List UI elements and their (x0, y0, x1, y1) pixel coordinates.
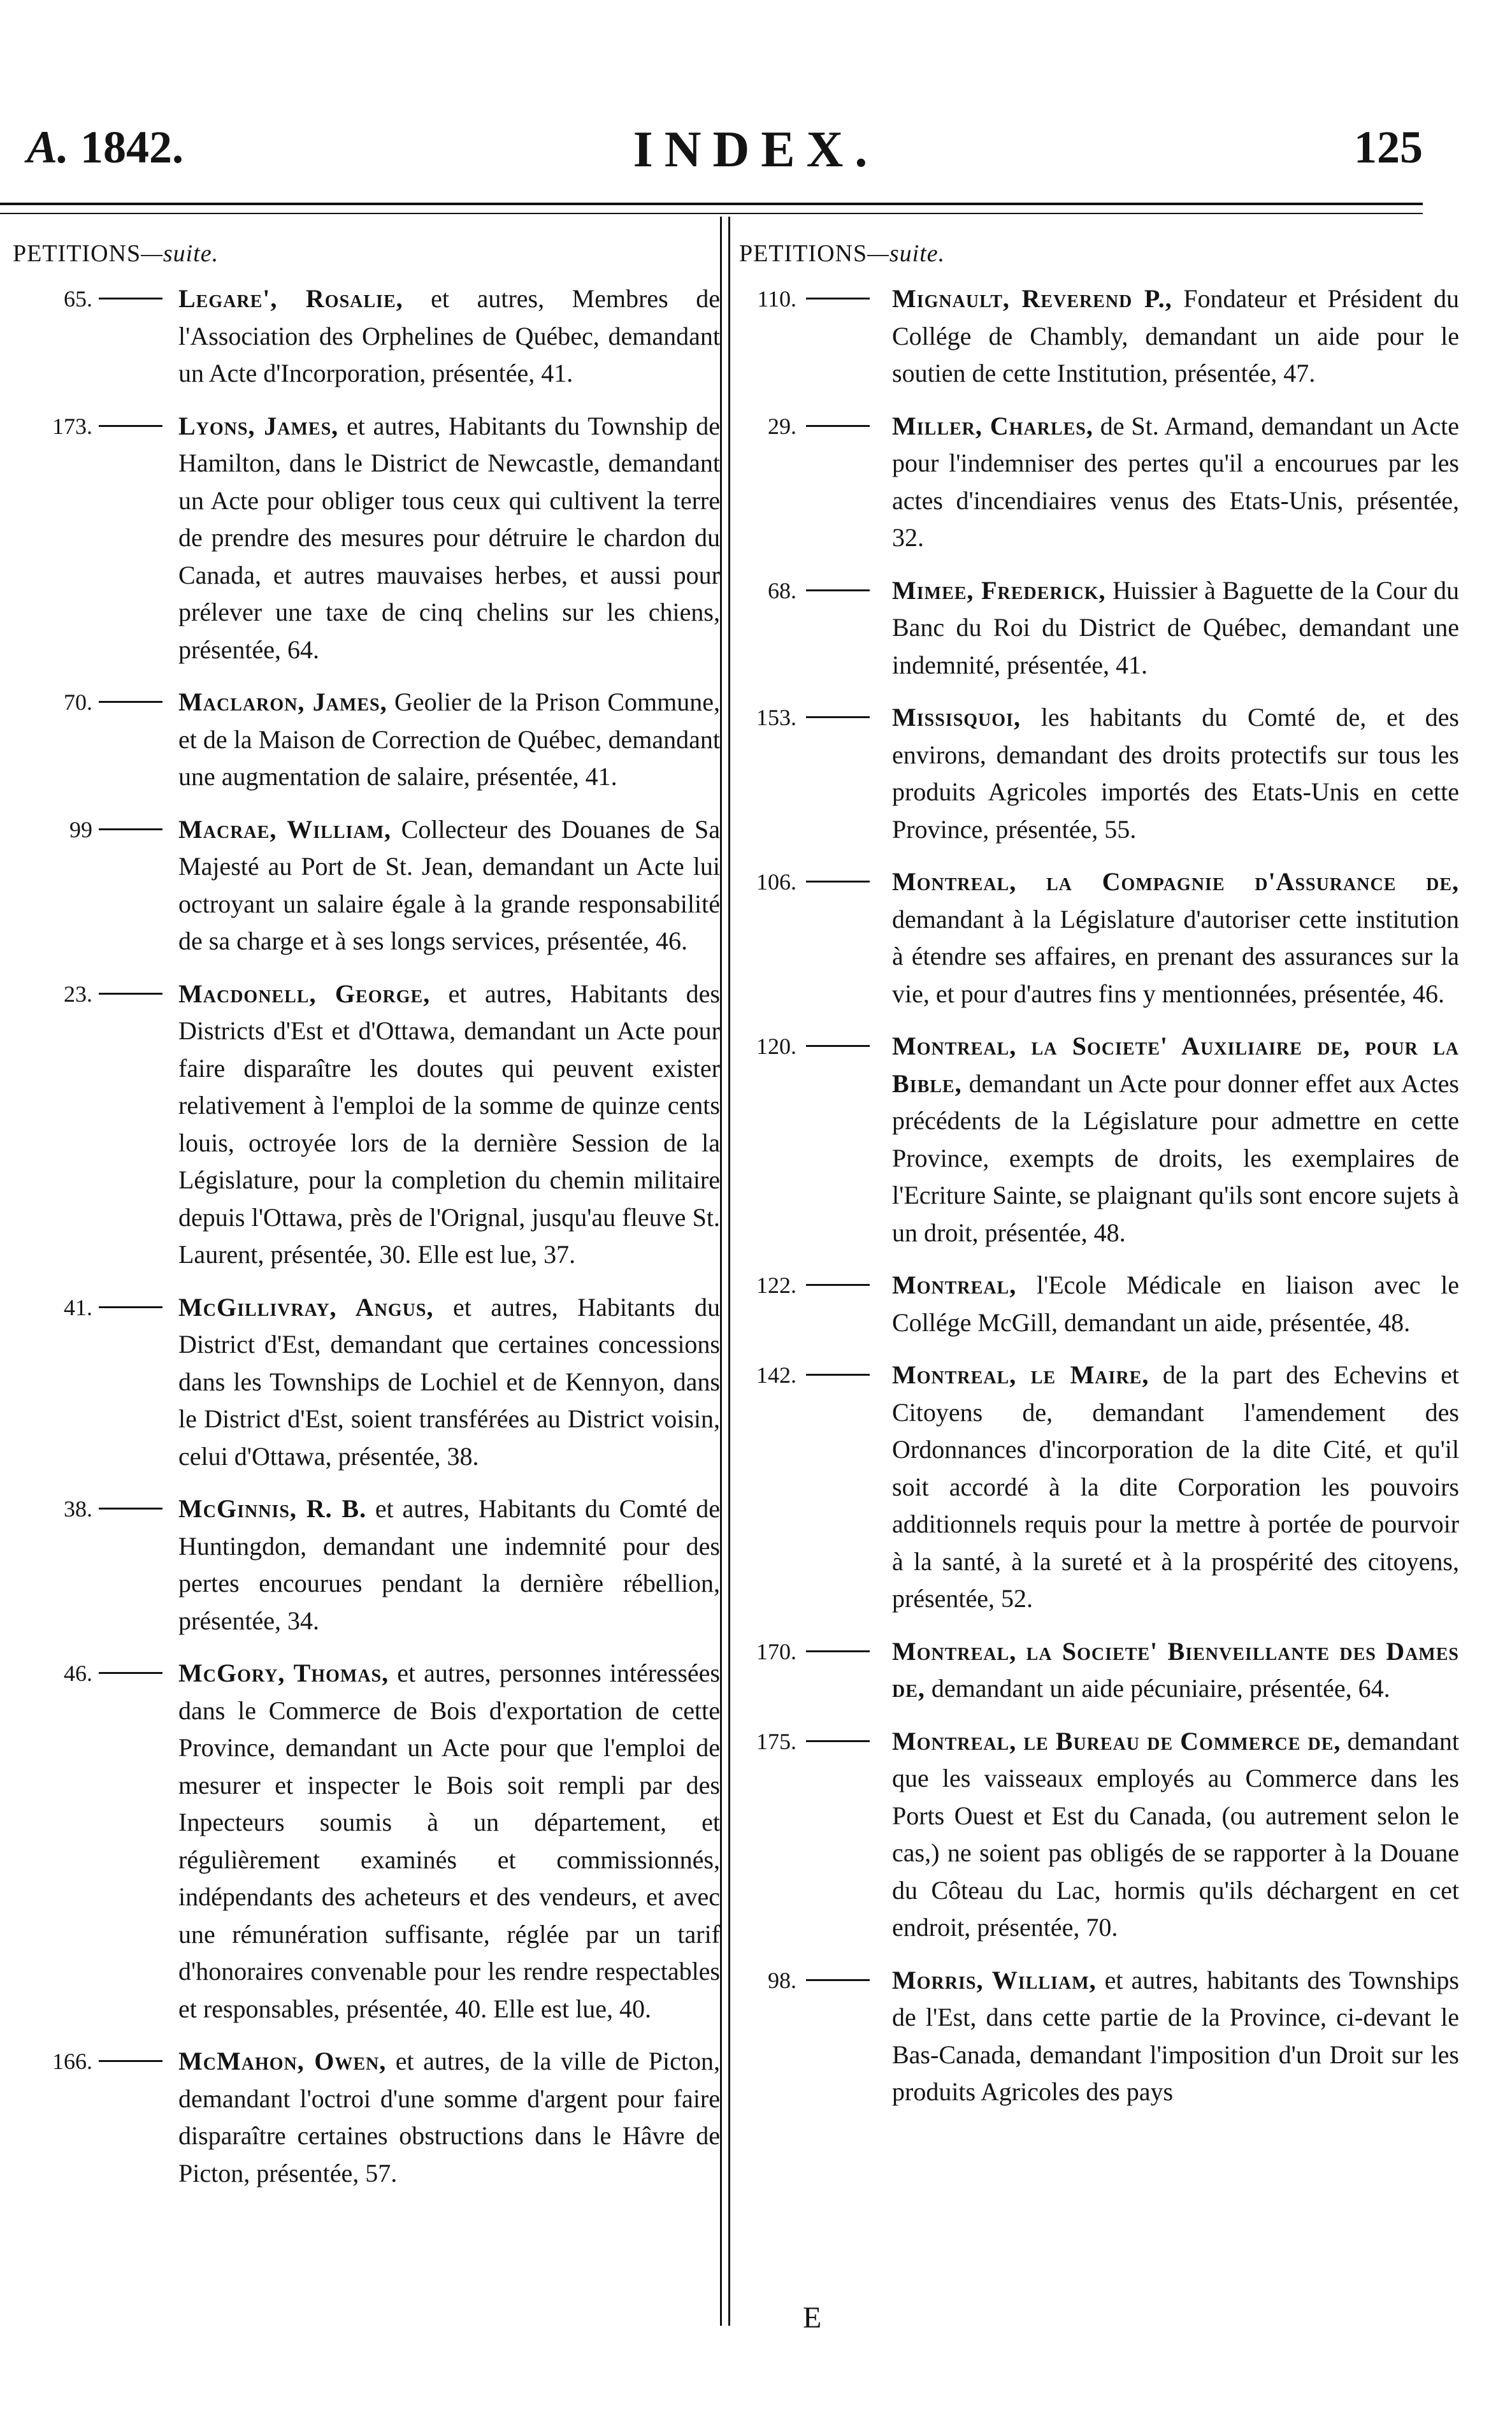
year-label: A. 1842. (27, 122, 184, 173)
entry-text: et autres, personnes intéressées dans le Commerce de Bois d'exportation de cette Province, demandant un Acte pour que l'emploi de mesurer et inspecter le Bois soit rempli par des Inpecteurs soumis à un département, et régulièrement examinés et commissionnés, indépendants des acheteurs et des vendeurs, et avec une rémunération suffisante, réglée par un tarif d'honoraires convenable pour les rendre respectables et responsables, présentée, 40. Elle est lue, 40. (178, 1659, 721, 2023)
entry-number: 142. (756, 1362, 796, 1388)
entry-name: McGory, Thomas, (178, 1659, 389, 1687)
entry-dash (99, 701, 162, 703)
section-heading: PETITIONS—suite. (739, 240, 946, 267)
entry-name: McMahon, Owen, (178, 2047, 387, 2075)
entry-number: 41. (64, 1294, 92, 1320)
entry-number: 70. (64, 689, 92, 715)
index-entry (13, 280, 720, 393)
entry-dash (806, 1284, 870, 1286)
signature-mark: E (803, 2301, 822, 2335)
entry-name: Missisquoi, (892, 703, 1021, 732)
entry-name: Mignault, Reverend P., (892, 284, 1172, 313)
header-rule-thick (0, 203, 1423, 205)
page-title: INDEX. (633, 122, 879, 178)
entry-dash (99, 425, 162, 427)
entry-name: McGillivray, Angus, (178, 1292, 434, 1322)
entry-name: Montreal, la Societe' Auxiliaire de, pour la Bible, (892, 1032, 1459, 1098)
header-rule-thin (0, 213, 1423, 214)
entry-number: 106. (756, 869, 796, 895)
entry-text: demandant à la Législature d'autoriser cette institution à étendre ses affaires, en prenant des assurances sur la vie, et pour d'autres fins y mentionnées, présentée, 46. (892, 904, 1459, 1008)
section-heading: PETITIONS—suite. (13, 240, 219, 267)
entry-dash (806, 1045, 870, 1047)
index-entry (13, 811, 720, 960)
entry-name: Maclaron, James, (178, 688, 387, 716)
entry-text: et autres, Membres de l'Association des Orphelines de Québec, demandant un Acte d'Incorporation, présentée, 41. (178, 284, 721, 387)
entry-text: et autres, habitants des Townships de l'Est, dans cette partie de la Province, ci-devant le Bas-Canada, demandant l'imposition d'un Droit sur les produits Agricoles des pays (892, 1965, 1459, 2106)
index-entry (739, 572, 1459, 684)
entry-number: 38. (64, 1496, 92, 1522)
entry-dash (806, 881, 870, 883)
entry-text: de St. Armand, demandant un Acte pour l'indemniser des pertes qu'il a encourues par les actes d'incendiaires venus des Etats-Unis, présentée, 32. (892, 411, 1459, 552)
entry-text: et autres, Habitants des Districts d'Est et d'Ottawa, demandant un Acte pour faire disparaître les doutes qui peuvent exister relativement à l'emploi de la somme de quinze cents louis, octroyée lors de la dernière Session de la Législature, pour la completion du chemin militaire depuis l'Ottawa, près de l'Orignal, jusqu'au fleuve St. Laurent, présentée, 30. Elle est lue, 37. (178, 979, 721, 1269)
entry-number: 65. (64, 286, 92, 312)
entry-dash (99, 1672, 162, 1674)
entry-number: 46. (64, 1661, 92, 1686)
entry-dash (806, 716, 870, 718)
index-entry (739, 408, 1459, 557)
entry-name: Montreal, la Societe' Bienveillante des Dames de, (892, 1636, 1459, 1703)
entry-number: 166. (52, 2049, 92, 2074)
entry-name: Miller, Charles, (892, 411, 1093, 440)
index-entry (739, 280, 1459, 393)
index-entry (739, 1633, 1459, 1708)
page-number: 125 (1354, 122, 1423, 173)
entry-number: 110. (757, 286, 796, 312)
entry-name: Montreal, la Compagnie d'Assurance de, (892, 867, 1459, 896)
index-entry (13, 1655, 720, 2028)
entry-name: Montreal, le Bureau de Commerce de, (892, 1726, 1341, 1755)
entry-text: et autres, de la ville de Picton, demandant l'octroi d'une somme d'argent pour faire disparaître certaines obstructions dans le Hâvre de Picton, présentée, 57. (178, 2047, 720, 2188)
index-entry (13, 1490, 720, 1640)
index-entry (739, 1028, 1459, 1251)
index-entry (739, 1357, 1459, 1618)
entry-text: l'Ecole Médicale en liaison avec le Collége McGill, demandant un aide, présentée, 48. (892, 1271, 1459, 1337)
index-entry (739, 863, 1459, 1013)
entry-text: et autres, Habitants du Comté de Huntingdon, demandant une indemnité pour des pertes encourues pendant la dernière rébellion, présentée, 34. (178, 1494, 720, 1635)
entry-number: 153. (756, 705, 796, 730)
entry-number: 175. (756, 1728, 796, 1754)
entry-text: et autres, Habitants du District d'Est, demandant que certaines concessions dans les Townships de Lochiel et de Kennyon, dans le District d'Est, soient transférées au District voisin, celui d'Ottawa, présentée, 38. (178, 1292, 720, 1471)
entry-dash (806, 1650, 870, 1652)
entry-text: Huissier à Baguette de la Cour du Banc du Roi du District de Québec, demandant une indemnité, présentée, 41. (892, 575, 1459, 679)
entry-text: Collecteur des Douanes de Sa Majesté au Port de St. Jean, demandant un Acte lui octroyant un salaire égale à la grande responsabilité de sa charge et à ses longs services, présentée, 46. (178, 814, 720, 955)
entry-number: 98. (768, 1967, 796, 1993)
entry-number: 99 (69, 816, 92, 842)
entry-text: les habitants du Comté de, et des environs, demandant des droits protectifs sur tous les produits Agricoles importés des Etats-Unis en cette Province, présentée, 55. (892, 703, 1459, 844)
entry-number: 122. (756, 1272, 796, 1298)
index-entry (739, 1723, 1459, 1947)
entry-dash (99, 298, 162, 299)
entry-number: 170. (756, 1638, 796, 1664)
entry-text: Geolier de la Prison Commune, et de la Maison de Correction de Québec, demandant une augmentation de salaire, présentée, 41. (178, 688, 721, 791)
entry-name: Lyons, James, (178, 411, 339, 440)
index-entry (739, 699, 1459, 848)
entry-dash (99, 2060, 162, 2062)
entry-name: Legare', Rosalie, (178, 284, 403, 313)
index-entry (13, 1289, 720, 1476)
index-entry (13, 684, 720, 796)
entry-dash (99, 828, 162, 830)
entry-name: Montreal, (892, 1271, 1017, 1299)
index-entry (739, 1962, 1459, 2111)
entry-text: demandant un Acte pour donner effet aux Actes précédents de la Législature pour admettre en cette Province, exempts de droits, les exemplaires de l'Ecriture Sainte, se plaignant qu'ils sont encore sujets à un droit, présentée, 48. (892, 1069, 1459, 1247)
entry-name: Montreal, le Maire, (892, 1360, 1149, 1389)
entry-name: McGinnis, R. B. (178, 1494, 367, 1523)
index-entry (13, 408, 720, 669)
entry-text: Fondateur et Président du Collége de Chambly, demandant un aide pour le soutien de cette Institution, présentée, 47. (892, 284, 1460, 387)
index-entry (13, 2043, 720, 2192)
entry-dash (99, 993, 162, 995)
entry-name: Mimee, Frederick, (892, 575, 1106, 605)
entry-text: et autres, Habitants du Township de Hamilton, dans le District de Newcastle, demandant un Acte pour obliger tous ceux qui cultivent la terre de prendre des mesures pour détruire le chardon du Canada, et autres mauvaises herbes, et aussi pour prélever une taxe de cinq chelins sur les chiens, présentée, 64. (178, 411, 720, 664)
entry-number: 120. (756, 1034, 796, 1059)
entry-dash (99, 1508, 162, 1510)
right-column (739, 236, 1459, 2126)
entry-text: demandant un aide pécuniaire, présentée, 64. (925, 1674, 1390, 1703)
entry-number: 68. (768, 577, 796, 603)
entry-text: de la part des Echevins et Citoyens de, demandant l'amendement des Ordonnances d'incorporation de la dite Cité, et qu'il soit accordé à la dite Corporation les pouvoirs additionnels requis pour la mettre à portée de pourvoir à la santé, à la sureté et à la prospérité des citoyens, présentée, 52. (892, 1360, 1459, 1613)
page-header (0, 108, 1512, 185)
column-divider (720, 217, 730, 2326)
left-column (13, 236, 720, 2207)
index-entry (739, 1267, 1459, 1341)
entry-number: 29. (768, 413, 796, 439)
entry-dash (806, 1979, 870, 1981)
entry-number: 173. (52, 413, 92, 439)
entry-number: 23. (64, 981, 92, 1007)
entry-dash (806, 425, 870, 427)
entry-dash (806, 1740, 870, 1742)
entry-dash (806, 589, 870, 591)
entry-name: Morris, William, (892, 1965, 1097, 1994)
entry-text: demandant que les vaisseaux employés au Commerce dans les Ports Ouest et Est du Canada, (ou autrement selon le cas,) ne soient pas obligés de se rapporter à la Douane du Côteau du Lac, hormis qu'ils déchargent en cet endroit, présentée, 70. (892, 1726, 1459, 1942)
entry-name: Macrae, William, (178, 814, 392, 844)
entry-dash (806, 1374, 870, 1376)
entry-dash (806, 298, 870, 299)
entry-name: Macdonell, George, (178, 979, 431, 1008)
entry-dash (99, 1306, 162, 1308)
index-entry (13, 976, 720, 1274)
